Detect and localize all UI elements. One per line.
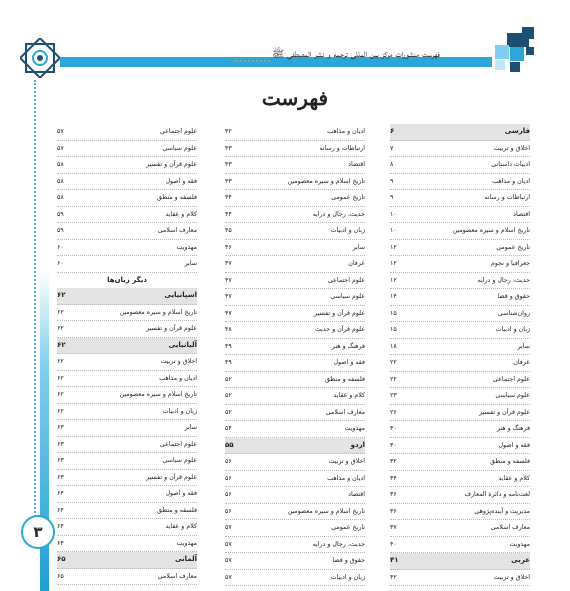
toc-row bbox=[390, 471, 530, 488]
toc-label: علوم قرآن و حدیث bbox=[314, 326, 365, 333]
toc-row bbox=[390, 141, 530, 158]
toc-row bbox=[390, 157, 530, 174]
toc-page-number: ۶۰ bbox=[57, 243, 64, 251]
toc-label: تاریخ اسلام و سیره معصومین bbox=[287, 177, 365, 185]
toc-page-number: ۵۸ bbox=[57, 194, 64, 201]
toc-page-number: ۵۹ bbox=[57, 210, 64, 218]
toc-row bbox=[57, 207, 197, 224]
toc-label: مدیریت و آینده‌پژوهی bbox=[474, 507, 530, 515]
toc-row bbox=[57, 470, 197, 487]
toc-page-number: ۶ bbox=[390, 127, 395, 135]
toc-page-number: ۴۳ bbox=[225, 177, 232, 185]
toc-row bbox=[225, 405, 365, 422]
toc-page-number: ۵۶ bbox=[225, 491, 232, 498]
toc-column-1 bbox=[390, 124, 530, 586]
toc-row bbox=[57, 519, 197, 536]
toc-row bbox=[225, 504, 365, 521]
toc-label: علوم اجتماعی bbox=[159, 128, 197, 135]
toc-label: معارف اسلامی bbox=[157, 227, 197, 234]
toc-page-number: ۴۳ bbox=[225, 144, 232, 152]
toc-label: مهدویت bbox=[344, 425, 365, 432]
toc-column-3 bbox=[57, 124, 197, 585]
toc-label: لغت‌نامه و دائرة المعارف bbox=[464, 491, 530, 498]
toc-label: حقوق و قضا bbox=[332, 557, 365, 564]
toc-row bbox=[390, 190, 530, 207]
toc-row bbox=[57, 354, 197, 371]
toc-row bbox=[390, 322, 530, 339]
toc-label: علوم اجتماعی bbox=[159, 440, 197, 448]
toc-page-number: ۵۶ bbox=[225, 507, 232, 515]
toc-row bbox=[390, 388, 530, 405]
toc-label: معارف اسلامی bbox=[157, 572, 197, 580]
toc-page-number: ۵۵ bbox=[225, 440, 234, 449]
toc-row bbox=[225, 207, 365, 224]
toc-page-number: ۴۲ bbox=[390, 573, 397, 581]
toc-page-number: ۳۷ bbox=[390, 524, 397, 531]
toc-page-number: ۶۰ bbox=[57, 260, 64, 267]
toc-page-number: ۴۷ bbox=[225, 293, 232, 300]
toc-row bbox=[57, 486, 197, 503]
toc-label: اخلاق و تربیت bbox=[493, 573, 530, 581]
toc-page-number: ۴۷ bbox=[225, 276, 232, 284]
toc-page-number: ۹ bbox=[390, 177, 394, 185]
toc-page-number: ۵۷ bbox=[225, 573, 232, 581]
toc-row bbox=[225, 240, 365, 257]
toc-page-number: ۵۶ bbox=[225, 474, 232, 482]
toc-page-number: ۷ bbox=[390, 144, 394, 152]
toc-page-number: ۲۲ bbox=[390, 359, 397, 366]
toc-row bbox=[57, 321, 197, 338]
toc-page-number: ۴۴ bbox=[225, 194, 232, 201]
toc-row bbox=[57, 174, 197, 191]
toc-row bbox=[225, 339, 365, 356]
toc-page-number: ۵۶ bbox=[225, 458, 232, 465]
toc-label: علوم اجتماعی bbox=[327, 276, 365, 284]
toc-row bbox=[225, 570, 365, 587]
toc-label: زبان و ادبیات bbox=[162, 407, 197, 415]
toc-label: فقه و اصول bbox=[165, 177, 197, 185]
toc-row bbox=[225, 520, 365, 537]
toc-row bbox=[390, 355, 530, 372]
toc-page-number: ۶۲ bbox=[57, 358, 64, 365]
toc-page-number: ۶۵ bbox=[57, 572, 64, 580]
toc-page-number: ۴۷ bbox=[225, 309, 232, 317]
toc-label: فقه و اصول bbox=[165, 490, 197, 497]
toc-page-number: ۴۰ bbox=[390, 540, 397, 548]
toc-label: تاریخ اسلام و سیره معصومین bbox=[119, 308, 197, 316]
toc-label: فلسفه و منطق bbox=[489, 458, 530, 465]
toc-row bbox=[225, 256, 365, 273]
toc-row bbox=[57, 223, 197, 240]
toc-page-number: ۱۵ bbox=[390, 326, 397, 333]
toc-row bbox=[225, 388, 365, 405]
toc-page-number: ۵۹ bbox=[57, 227, 64, 234]
toc-page-number: ۲۶ bbox=[390, 408, 397, 416]
toc-label: اقتصاد bbox=[513, 210, 530, 218]
toc-page-number: ۴۴ bbox=[225, 210, 232, 218]
toc-column-2 bbox=[225, 124, 365, 586]
toc-page-number: ۱۲ bbox=[390, 260, 397, 267]
toc-label: زبان و ادبیات bbox=[330, 573, 365, 581]
toc-label: روان‌شناسی bbox=[497, 309, 530, 317]
toc-label: ادبیات داستانی bbox=[491, 161, 530, 168]
toc-page-number: ۳۶ bbox=[390, 507, 397, 515]
toc-row bbox=[57, 141, 197, 158]
toc-label: تاریخ عمومی bbox=[331, 194, 365, 201]
toc-row bbox=[390, 289, 530, 306]
toc-row bbox=[57, 503, 197, 520]
toc-page-number: ۶۳ bbox=[57, 457, 64, 464]
toc-label: علوم سیاسی bbox=[330, 293, 365, 300]
toc-label: اخلاق و تربیت bbox=[328, 458, 365, 465]
page-title: فهرست bbox=[261, 86, 329, 110]
toc-row bbox=[225, 372, 365, 389]
toc-page-number: ۱۵ bbox=[390, 309, 397, 317]
toc-label: ارتباطات و رسانه bbox=[319, 144, 365, 152]
toc-row bbox=[225, 355, 365, 372]
toc-row bbox=[225, 157, 365, 174]
toc-label: سایر bbox=[184, 424, 197, 431]
toc-page-number: ۵۷ bbox=[57, 128, 64, 135]
toc-page-number: ۶۲ bbox=[57, 325, 64, 332]
toc-row bbox=[57, 387, 197, 404]
toc-label: اسپانیایی bbox=[164, 291, 197, 299]
toc-row bbox=[225, 141, 365, 158]
toc-label: علوم سیاسی bbox=[162, 457, 197, 464]
toc-page-number: ۴۱ bbox=[390, 556, 399, 564]
toc-section-row bbox=[57, 552, 197, 569]
toc-page-number: ۲۲ bbox=[390, 375, 397, 383]
toc-label: سایر bbox=[352, 243, 365, 251]
toc-row bbox=[390, 487, 530, 504]
toc-label: ادیان و مذاهب bbox=[327, 474, 365, 482]
toc-page-number: ۳۴ bbox=[390, 474, 397, 482]
toc-page-number: ۶۳ bbox=[57, 424, 64, 431]
toc-page-number: ۱۴ bbox=[390, 293, 397, 300]
toc-label: کلام و عقاید bbox=[165, 210, 197, 218]
toc-page-number: ۳۰ bbox=[390, 425, 397, 432]
toc-page-number: ۶۵ bbox=[57, 555, 66, 563]
toc-label: فلسفه و منطق bbox=[156, 194, 197, 201]
toc-page-number: ۶۳ bbox=[57, 473, 64, 481]
header-title: فهرست منشورات مرکز بین المللی ترجمه و نشر المصطفی ﷺ bbox=[271, 49, 440, 60]
toc-label: آلمانی bbox=[174, 555, 197, 563]
toc-label: تاریخ عمومی bbox=[331, 524, 365, 531]
toc-row bbox=[390, 273, 530, 290]
toc-label: علوم قرآن و تفسیر bbox=[146, 473, 197, 481]
toc-label: عرفان bbox=[348, 260, 365, 267]
toc-label: سایر bbox=[517, 342, 530, 350]
toc-label: جغرافیا و نجوم bbox=[491, 260, 530, 267]
toc-row bbox=[57, 305, 197, 322]
toc-page-number: ۱۰ bbox=[390, 210, 397, 218]
toc-label: فقه و اصول bbox=[333, 359, 365, 366]
toc-label: علوم سیاسی bbox=[162, 144, 197, 152]
toc-page-number: ۶۲ bbox=[57, 340, 66, 349]
toc-page-number: ۶۴ bbox=[57, 506, 64, 514]
toc-label: کلام و عقاید bbox=[165, 523, 197, 530]
toc-label: حدیث، رجال و درایه bbox=[477, 276, 530, 284]
toc-page-number: ۶۲ bbox=[57, 391, 64, 398]
toc-page-number: ۳۶ bbox=[390, 491, 397, 498]
toc-label: مهدویت bbox=[176, 243, 197, 251]
toc-page-number: ۵۴ bbox=[225, 425, 232, 432]
toc-row bbox=[225, 223, 365, 240]
toc-label: فلسفه و منطق bbox=[324, 375, 365, 383]
toc-page-number: ۴۷ bbox=[225, 260, 232, 267]
toc-label: ارتباطات و رسانه bbox=[484, 194, 530, 201]
toc-label: فقه و اصول bbox=[498, 441, 530, 449]
toc-label: عربی bbox=[511, 556, 530, 564]
toc-row bbox=[390, 537, 530, 554]
toc-page-number: ۵۷ bbox=[225, 524, 232, 531]
toc-label: ادیان و مذاهب bbox=[327, 128, 365, 135]
toc-page-number: ۴۶ bbox=[225, 243, 232, 251]
toc-page-number: ۳۲ bbox=[390, 458, 397, 465]
toc-row bbox=[390, 306, 530, 323]
toc-page-number: ۲۳ bbox=[390, 392, 397, 399]
toc-row bbox=[390, 421, 530, 438]
toc-page-number: ۱۲ bbox=[390, 276, 397, 284]
toc-row bbox=[57, 157, 197, 174]
toc-page-number: ۶۳ bbox=[57, 440, 64, 448]
toc-row bbox=[57, 371, 197, 388]
toc-page-number: ۶۲ bbox=[57, 374, 64, 382]
toc-page-number: ۹ bbox=[390, 194, 394, 201]
toc-row bbox=[225, 471, 365, 488]
toc-row bbox=[225, 487, 365, 504]
toc-label: علوم سیاسی bbox=[495, 392, 530, 399]
page-number: ۳ bbox=[21, 515, 55, 549]
toc-page-number: ۵۲ bbox=[225, 408, 232, 416]
toc-section-row bbox=[390, 553, 530, 570]
toc-label: تاریخ اسلام و سیره معصومین bbox=[287, 507, 365, 515]
toc-label: فرهنگ و هنر bbox=[331, 342, 365, 350]
toc-label: سایر bbox=[184, 260, 197, 267]
side-dotted-line bbox=[34, 80, 36, 520]
toc-label: معارف اسلامی bbox=[325, 408, 365, 416]
toc-row bbox=[390, 372, 530, 389]
toc-label: اقتصاد bbox=[348, 161, 365, 168]
toc-row bbox=[225, 306, 365, 323]
toc-row bbox=[225, 454, 365, 471]
toc-page-number: ۴۹ bbox=[225, 342, 232, 350]
toc-page-number: ۶۴ bbox=[57, 523, 64, 530]
toc-row bbox=[57, 569, 197, 586]
toc-row bbox=[225, 289, 365, 306]
toc-row bbox=[390, 438, 530, 455]
toc-page-number: ۶۲ bbox=[57, 407, 64, 415]
toc-page-number: ۶۲ bbox=[57, 308, 64, 316]
toc-row bbox=[57, 453, 197, 470]
toc-label: زبان و ادبیات bbox=[495, 326, 530, 333]
toc-row bbox=[57, 124, 197, 141]
toc-row bbox=[390, 207, 530, 224]
toc-row bbox=[390, 223, 530, 240]
toc-row bbox=[225, 174, 365, 191]
toc-label: فرهنگ و هنر bbox=[496, 425, 530, 432]
toc-label: علوم قرآن و تفسیر bbox=[146, 325, 197, 332]
toc-label: حدیث، رجال و درایه bbox=[312, 540, 365, 548]
header-dotted-line bbox=[233, 60, 270, 62]
toc-page-number: ۴۸ bbox=[225, 326, 232, 333]
toc-label: اقتصاد bbox=[348, 491, 365, 498]
toc-row bbox=[57, 256, 197, 273]
toc-row bbox=[390, 454, 530, 471]
toc-label: معارف اسلامی bbox=[490, 524, 530, 531]
toc-page-number: ۶۴ bbox=[57, 539, 64, 547]
toc-label: علوم قرآن و تفسیر bbox=[146, 161, 197, 168]
toc-row bbox=[225, 322, 365, 339]
toc-label: اردو bbox=[350, 440, 365, 449]
toc-label: اخلاق و تربیت bbox=[493, 144, 530, 152]
toc-label: زبان و ادبیات bbox=[330, 227, 365, 234]
toc-section-row bbox=[57, 338, 197, 355]
toc-row bbox=[225, 537, 365, 554]
toc-page-number: ۸ bbox=[390, 161, 394, 168]
toc-label: فلسفه و منطق bbox=[156, 506, 197, 514]
toc-page-number: ۶۲ bbox=[57, 291, 66, 299]
toc-section-row bbox=[225, 438, 365, 455]
toc-row bbox=[225, 421, 365, 438]
toc-row bbox=[225, 190, 365, 207]
toc-page-number: ۴۲ bbox=[225, 128, 232, 135]
toc-page-number: ۵۷ bbox=[225, 557, 232, 564]
toc-row bbox=[390, 405, 530, 422]
toc-page-number: ۵۷ bbox=[225, 540, 232, 548]
toc-row bbox=[57, 437, 197, 454]
toc-row bbox=[390, 174, 530, 191]
toc-heading bbox=[57, 273, 197, 289]
toc-section-row bbox=[57, 288, 197, 305]
toc-page-number: ۵۸ bbox=[57, 161, 64, 168]
toc-page-number: ۵۲ bbox=[225, 375, 232, 383]
toc-page-number: ۴۵ bbox=[225, 227, 232, 234]
toc-label: مهدویت bbox=[509, 540, 530, 548]
toc-label: دیگر زبان‌ها bbox=[107, 275, 147, 284]
toc-label: کلام و عقاید bbox=[333, 392, 365, 399]
toc-page-number: ۱۸ bbox=[390, 342, 397, 350]
toc-row bbox=[225, 273, 365, 290]
toc-page-number: ۴۹ bbox=[225, 359, 232, 366]
toc-row bbox=[57, 240, 197, 257]
toc-page-number: ۵۷ bbox=[57, 144, 64, 152]
toc-label: تاریخ اسلام و سیره معصومین bbox=[452, 227, 530, 234]
toc-row bbox=[57, 190, 197, 207]
octagon-ornament-icon bbox=[20, 38, 60, 78]
toc-label: ادیان و مذاهب bbox=[492, 177, 530, 185]
toc-label: کلام و عقاید bbox=[498, 474, 530, 482]
toc-page-number: ۱۰ bbox=[390, 227, 397, 234]
toc-row bbox=[390, 256, 530, 273]
toc-page-number: ۴۳ bbox=[225, 161, 232, 168]
toc-page-number: ۵۲ bbox=[225, 392, 232, 399]
toc-label: آلبانیایی bbox=[168, 340, 197, 349]
toc-label: حقوق و قضا bbox=[497, 293, 530, 300]
toc-page-number: ۳۰ bbox=[390, 441, 397, 449]
toc-section-row bbox=[390, 124, 530, 141]
toc-row bbox=[225, 553, 365, 570]
toc-label: مهدویت bbox=[176, 539, 197, 547]
toc-page-number: ۵۸ bbox=[57, 177, 64, 185]
toc-row bbox=[57, 420, 197, 437]
toc-row bbox=[57, 536, 197, 553]
toc-label: علوم قرآن و تفسیر bbox=[314, 309, 365, 317]
toc-label: عرفان bbox=[513, 359, 530, 366]
toc-row bbox=[390, 570, 530, 587]
toc-row bbox=[57, 404, 197, 421]
toc-label: تاریخ عمومی bbox=[496, 243, 530, 251]
toc-row bbox=[390, 240, 530, 257]
toc-label: تاریخ اسلام و سیره معصومین bbox=[119, 391, 197, 398]
toc-label: ادیان و مذاهب bbox=[159, 374, 197, 382]
toc-page-number: ۶۴ bbox=[57, 490, 64, 497]
toc-page-number: ۱۲ bbox=[390, 243, 397, 251]
toc-label: فارسی bbox=[504, 127, 530, 135]
toc-label: حدیث، رجال و درایه bbox=[312, 210, 365, 218]
toc-label: اخلاق و تربیت bbox=[160, 358, 197, 365]
toc-label: علوم قرآن و تفسیر bbox=[479, 408, 530, 416]
toc-row bbox=[390, 504, 530, 521]
toc-row bbox=[390, 520, 530, 537]
toc-row bbox=[225, 124, 365, 141]
toc-label: علوم اجتماعی bbox=[492, 375, 530, 383]
toc-row bbox=[390, 339, 530, 356]
